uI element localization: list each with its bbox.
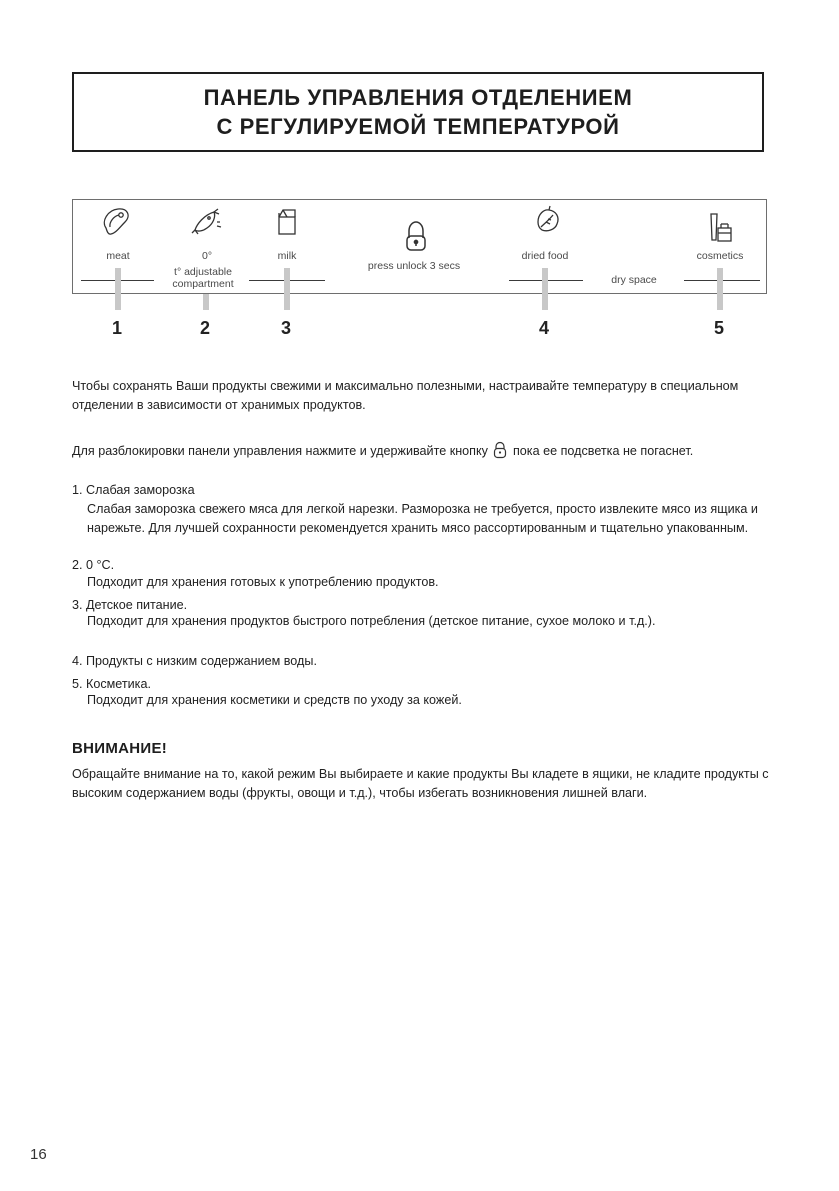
lock-icon (407, 222, 425, 250)
touch-marker-2 (203, 294, 209, 310)
milk-label: milk (277, 250, 297, 262)
touch-marker-5 (717, 268, 723, 310)
leaf-icon (538, 206, 558, 231)
item-3-body: Подходит для хранения продуктов быстрого потребления (детское питание, сухое молоко и т.д.). (87, 614, 656, 628)
zero-degree-label: 0° (201, 250, 213, 262)
zone-number-4: 4 (538, 318, 550, 338)
warning-text: Обращайте внимание на то, какой режим Вы выбираете и какие продукты Вы кладете в ящики, не кладите продукты с высоким содержанием воды (фрукты, овощи и т.д.), чтобы избегать возникновения лишней влаги. (72, 767, 769, 800)
item-2-heading: 2. 0 °С. (72, 558, 115, 572)
item-2-body: Подходит для хранения готовых к употреблению продуктов. (87, 575, 439, 589)
zone-number-5: 5 (713, 318, 725, 338)
dried-food-label: dried food (521, 250, 569, 262)
warning-title: ВНИМАНИЕ! (72, 740, 168, 757)
title-box (72, 72, 764, 152)
adjustable-label-line1: t° adjustable (174, 266, 232, 278)
dry-space-label: dry space (611, 274, 657, 286)
meat-label: meat (106, 250, 130, 262)
zone-number-1: 1 (111, 318, 123, 338)
inline-lock-icon (493, 441, 507, 459)
unlock-paragraph (72, 441, 769, 461)
cosmetics-icon (711, 214, 731, 241)
item-5-body: Подходит для хранения косметики и средств по уходу за кожей. (87, 693, 462, 707)
item-3-heading: 3. Детское питание. (72, 598, 188, 612)
page-title-line-1: ПАНЕЛЬ УПРАВЛЕНИЯ ОТДЕЛЕНИЕМ (203, 85, 633, 110)
adjustable-label-line2: compartment (172, 278, 234, 290)
unlock-text-before: Для разблокировки панели управления нажмите и удерживайте кнопку (72, 444, 488, 458)
intro-paragraph: Чтобы сохранять Ваши продукты свежими и максимально полезными, настраивайте температуру в специальном отделении в зависимости от хранимых продуктов. (72, 379, 739, 412)
item-1-heading: 1. Слабая заморозка (72, 483, 195, 497)
touch-marker-1 (115, 268, 121, 310)
unlock-text-after: пока ее подсветка не погаснет. (512, 444, 694, 458)
page-number: 16 (30, 1146, 47, 1163)
meat-icon (104, 209, 128, 234)
touch-marker-3 (284, 268, 290, 310)
item-4-heading: 4. Продукты с низким содержанием воды. (72, 654, 317, 668)
zone-number-2: 2 (199, 318, 211, 338)
fish-icon (192, 209, 221, 234)
page-title-line-2: С РЕГУЛИРУЕМОЙ ТЕМПЕРАТУРОЙ (216, 114, 620, 139)
unlock-label: press unlock 3 secs (367, 260, 461, 272)
touch-marker-4 (542, 268, 548, 310)
control-panel-diagram (72, 199, 767, 294)
zone-number-3: 3 (280, 318, 292, 338)
item-1-body: Слабая заморозка свежего мяса для легкой нарезки. Разморозка не требуется, просто извлеките мясо из ящика и нарежьте. Для лучшей сохранности рекомендуется хранить мясо рассортированным и тщательно упакованным. (87, 502, 758, 535)
item-5-heading: 5. Косметика. (72, 677, 151, 691)
cosmetics-label: cosmetics (696, 250, 744, 262)
milk-carton-icon (279, 210, 295, 234)
